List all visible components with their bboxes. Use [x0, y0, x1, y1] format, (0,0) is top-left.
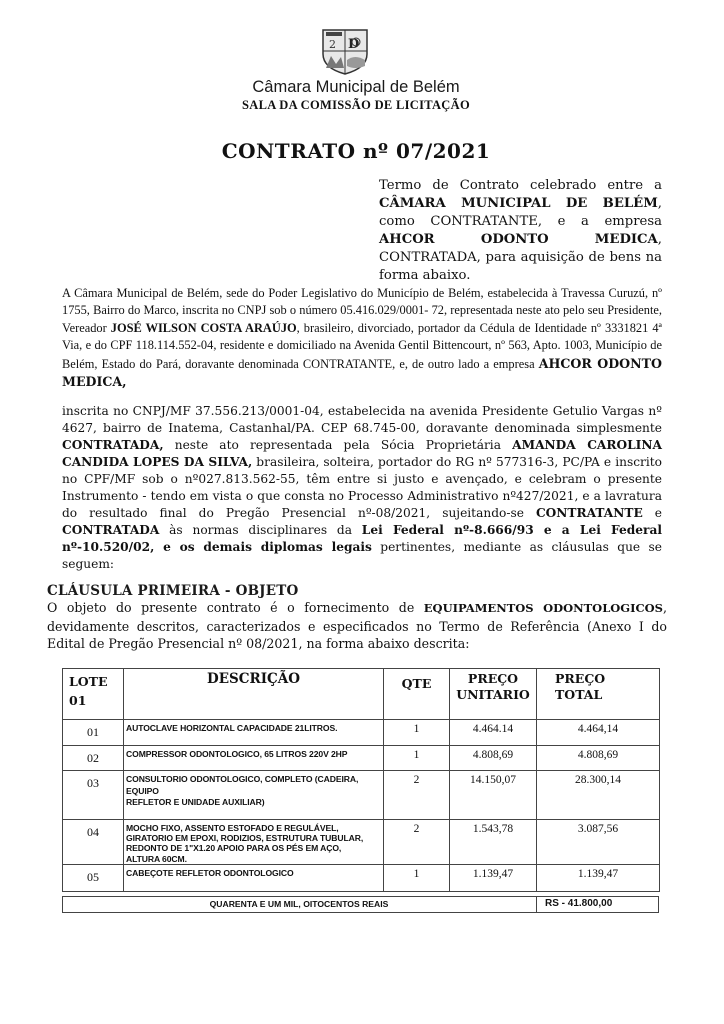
preamble-bold: CONTRATADA: [62, 523, 160, 537]
items-table: [62, 668, 660, 892]
cell-preco-unitario: 4.808,69: [450, 746, 537, 771]
contract-summary: [379, 177, 662, 285]
header-descricao: DESCRIÇÃO: [124, 669, 384, 720]
clause-body: [47, 599, 667, 653]
clause-text: O objeto do presente contrato é o fornecimento de: [47, 600, 424, 615]
table-row: [63, 746, 660, 771]
preamble-paragraph-1: [62, 285, 662, 391]
clause-bold: EQUIPAMENTOS ODONTOLOGICOS: [423, 601, 663, 615]
summary-bold: CÂMARA MUNICIPAL DE BELÉM: [379, 196, 658, 211]
cell-preco-unitario: 14.150,07: [450, 771, 537, 820]
cell-qte: 2: [384, 820, 450, 865]
cell-qte: 1: [384, 746, 450, 771]
total-amount: RS - 41.800,00: [536, 896, 659, 913]
preamble-text: , brasileiro, divorciado, portador da Cédula de Identidade nº 3331821 4ª Via, e do CPF 118.114.552-04, residente e domiciliado na Avenida Gentil Bittencourt, nº 563, Apto. 1003, Município de Belém, Estado do Pará, doravante denominada CONTRATANTE, e, de outro lado a empresa: [62, 320, 662, 371]
preamble-bold: CONTRATADA,: [62, 438, 164, 452]
table-header-row: [63, 669, 660, 720]
preamble-text: neste ato representada pela Sócia Proprietária: [163, 438, 513, 452]
preamble-bold: AMANDA CAROLINA CANDIDA LOPES DA SILVA,: [62, 438, 662, 469]
cell-preco-unitario: 1.139,47: [450, 864, 537, 891]
clause-title: CLÁUSULA PRIMEIRA - OBJETO: [47, 583, 299, 599]
preamble-bold: JOSÉ WILSON COSTA ARAÚJO: [110, 320, 297, 335]
clause-text: , devidamente descritos, caracterizados e especificados no Termo de Referência (Anexo I do Edital de Pregão Presencial nº 08/2021, na forma abaixo descrita:: [47, 600, 667, 651]
preamble-text: inscrita no CNPJ/MF 37.556.213/0001-04, estabelecida na avenida Presidente Getulio Vargas nº 4627, bairro de Inatema, Castanhal/PA. CEP 68.745-00, doravante denominada simplesmente: [62, 404, 662, 435]
preamble-text: e: [642, 506, 662, 520]
cell-preco-total: 3.087,56: [537, 820, 660, 865]
cell-descricao: MOCHO FIXO, ASSENTO ESTOFADO E REGULÁVEL, GIRATORIO EM EPOXI, RODIZIOS, ESTRUTURA TUBULAR, REDONTO DE 1"X1.20 APOIO PARA OS PÉS EM AÇO, ALTURA 60CM.: [124, 820, 384, 865]
svg-text:D: D: [348, 37, 360, 52]
summary-bold: AHCOR ODONTO MEDICA: [379, 232, 658, 247]
table-row: [63, 720, 660, 746]
preamble-text: pertinentes, mediante as cláusulas que se seguem:: [62, 540, 662, 571]
preamble-bold: Lei Federal nº-8.666/93 e a Lei Federal nº-10.520/02, e os demais diplomas legais: [62, 523, 663, 554]
table-row: [63, 864, 660, 891]
total-bar: [62, 896, 659, 913]
cell-descricao: CONSULTORIO ODONTOLOGICO, COMPLETO (CADEIRA, EQUIPO REFLETOR E UNIDADE AUXILIAR): [124, 771, 384, 820]
header-qte: QTE: [384, 669, 450, 720]
org-name: Câmara Municipal de Belém: [252, 78, 460, 96]
cell-preco-total: 1.139,47: [537, 864, 660, 891]
cell-preco-unitario: 4.464.14: [450, 720, 537, 746]
preamble-text: A Câmara Municipal de Belém, sede do Poder Legislativo do Município de Belém, estabelecida à Travessa Curuzú, nº 1755, Bairro do Marco, inscrita no CNPJ sob o número 05.416.029/0001- 72, representada neste ato pelo seu Presidente, Vereador: [62, 286, 662, 335]
header-preco-total: PREÇO TOTAL: [537, 669, 660, 720]
preamble-text: brasileira, solteira, portador do RG nº 577316-3, PC/PA e inscrito no CPF/MF sob o nº027.813.562-55, têm entre si justo e avençado, e celebram o presente Instrumento - tendo em vista o que consta no Processo Administrativo nº427/2021, e a lavratura do resultado final do Pregão Presencial nº-08/2021, sujeitando-se: [62, 455, 662, 520]
preamble-text: às normas disciplinares da: [159, 523, 362, 537]
cell-preco-total: 4.808,69: [537, 746, 660, 771]
cell-qte: 1: [384, 864, 450, 891]
cell-preco-unitario: 1.543,78: [450, 820, 537, 865]
cell-qte: 1: [384, 720, 450, 746]
contract-title: CONTRATO nº 07/2021: [221, 139, 491, 163]
cell-preco-total: 28.300,14: [537, 771, 660, 820]
cell-preco-total: 4.464,14: [537, 720, 660, 746]
preamble-bold: CONTRATANTE: [535, 506, 643, 520]
summary-text: Termo de Contrato celebrado entre a: [379, 178, 662, 193]
cell-lote: 05: [63, 864, 124, 891]
preamble-paragraph-2: [62, 403, 662, 573]
summary-text: , como CONTRATANTE, e a empresa: [379, 196, 662, 229]
total-in-words: QUARENTA E UM MIL, OITOCENTOS REAIS: [209, 899, 389, 909]
cell-descricao: CABEÇOTE REFLETOR ODONTOLOGICO: [124, 864, 384, 891]
cell-descricao: COMPRESSOR ODONTOLOGICO, 65 LITROS 220V 2HP: [124, 746, 384, 771]
preamble-bold: AHCOR ODONTO MEDICA,: [62, 355, 662, 390]
table-row: [63, 820, 660, 865]
cell-descricao: AUTOCLAVE HORIZONTAL CAPACIDADE 21LITROS.: [124, 720, 384, 746]
svg-text:2: 2: [329, 38, 336, 51]
header-lote: LOTE 01: [63, 669, 124, 720]
cell-lote: 01: [63, 720, 124, 746]
department-name: SALA DA COMISSÃO DE LICITAÇÃO: [242, 98, 470, 112]
table-row: [63, 771, 660, 820]
header-preco-unitario: PREÇO UNITARIO: [450, 669, 537, 720]
cell-lote: 03: [63, 771, 124, 820]
cell-qte: 2: [384, 771, 450, 820]
summary-text: , CONTRATADA, para aquisição de bens na forma abaixo.: [379, 232, 662, 283]
cell-lote: 04: [63, 820, 124, 865]
cell-lote: 02: [63, 746, 124, 771]
coat-of-arms-icon: [319, 24, 371, 76]
